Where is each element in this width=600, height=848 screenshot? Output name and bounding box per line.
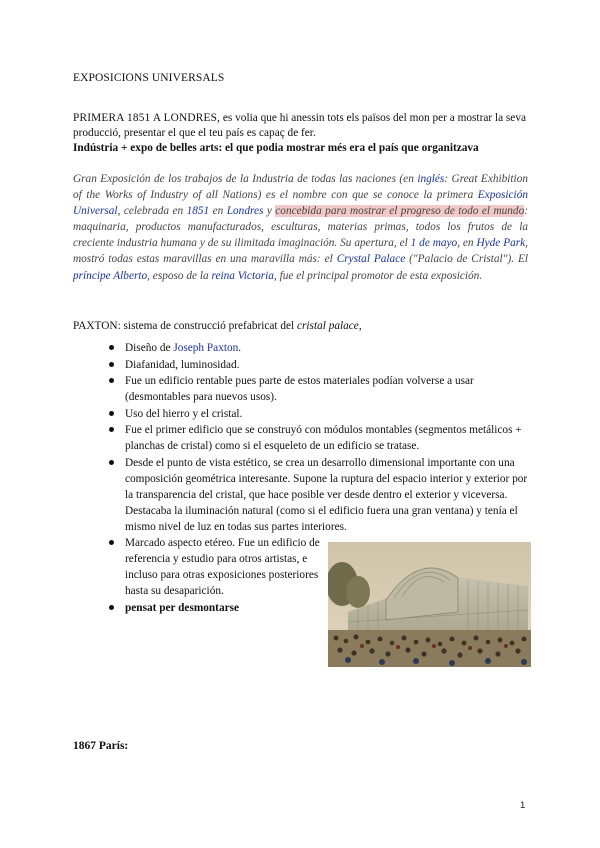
quote-text: ("Palacio de Cristal"). El [405,253,528,266]
list-item [109,422,529,454]
bullet-text: Diseño de [125,342,174,354]
quote-text: y [263,205,276,218]
paxton-tail: , [358,320,362,332]
list-item [109,373,529,405]
link-joseph-paxton[interactable]: Joseph Paxton [173,342,239,354]
link-londres[interactable]: Londres [226,205,264,218]
paxton-lead: PAXTON [73,320,118,332]
section-heading-1867: 1867 París: [73,740,129,752]
intro-text: es volia que hi anessin tots els països del mon per a mostrar la seva producció, presentar el que el teu país es capaç de fer. [73,112,526,139]
bullet-icon [109,427,114,432]
list-item [109,535,320,599]
bullet-icon [109,378,114,383]
bullet-text: pensat per desmontarse [125,601,240,614]
quote-text: , en [457,237,477,250]
intro-paragraph [73,111,533,141]
quote-text: en [209,205,227,218]
paxton-text: : sistema de construcció prefabricat del [117,320,297,332]
link-1851[interactable]: 1851 [186,205,210,218]
link-principe-alberto[interactable]: príncipe Alberto [73,269,148,282]
paxton-line [73,320,362,332]
list-item [109,455,529,535]
link-reina-victoria[interactable]: reina Victoria [211,269,274,282]
link-ingles[interactable]: inglés [417,173,445,185]
quote-text: , esposo de la [147,269,212,282]
list-item [109,406,529,422]
quote-text: : Great Exhibition of the Works of Industry of all Nations) es el nombre con que se conoce la primera [73,173,528,202]
link-exposicion-universal[interactable]: Exposición Universal [73,189,528,218]
link-crystal-palace[interactable]: Crystal Palace [336,253,406,266]
bullet-text: Fue el primer edificio que se construyó con módulos montables (segmentos metálicos + planchas de cristal) como si el esqueleto de un edificio se tratase. [125,424,522,452]
page-heading: EXPOSICIONS UNIVERSALS [73,72,225,84]
bullet-text: . [238,342,242,354]
highlighted-text: concebida para mostrar el progreso de todo el mundo [275,205,525,218]
bullet-text: Fue un edificio rentable pues parte de estos materiales podían volverse a usar (desmontables para nuevos usos). [125,375,474,403]
list-item [109,600,320,616]
bullet-text: Desde el punto de vista estético, se crea un desarrollo dimensional importante con una composición geométrica interesante. Supone la ruptura del espacio interior y exterior por la transparencia del cristal, que hace posible ver desde dentro el exterior y viceversa. Destacaba la iluminación natural (como si el edificio fuera una gran ventana) y tenía el mismo nivel de luz en todas sus partes interiores. [125,456,528,533]
bullet-icon [109,362,114,367]
quote-text: , celebrada en [117,205,187,218]
bullet-text: Marcado aspecto etéreo. Fue un edificio de referencia y estudio para otros artistas, e incluso para otras exposiciones posteriores hasta su desaparición. [125,537,320,597]
bullet-text: Diafanidad, luminosidad. [125,358,240,371]
link-1-de-mayo[interactable]: 1 de mayo [410,237,458,250]
bullet-text: Uso del hierro y el cristal. [125,407,243,420]
list-item [109,357,529,373]
link-hyde-park[interactable]: Hyde Park [476,237,526,250]
bullet-icon [109,605,114,610]
crystal-palace-illustration [328,542,531,667]
paxton-italic: cristal palace [297,320,359,332]
quote-text: , mostró todas estas maravillas en una maravilla más: el [73,237,528,266]
page-number: 1 [520,800,526,811]
crystal-palace-drawing [328,542,531,667]
bullet-icon [109,540,114,545]
bold-summary: Indústria + expo de belles arts: el que podia mostrar més era el país que organitzava [73,142,479,154]
quote-text: , fue el principal promotor de esta exposición. [273,269,483,282]
bullet-icon [109,411,114,416]
intro-lead: PRIMERA 1851 A LONDRES, [73,112,221,124]
quoted-paragraph [73,171,528,284]
quote-text: : maquinaria, productos manufacturados, esculturas, materias primas, todos los frutos de la creciente industria humana y de su ilimitada imaginación. Su apertura, el [73,205,528,250]
list-item [109,340,529,356]
quote-text: Gran Exposición de los trabajos de la Industria de todas las naciones (en [73,173,418,185]
bullet-icon [109,460,114,465]
bullet-icon [109,345,114,350]
